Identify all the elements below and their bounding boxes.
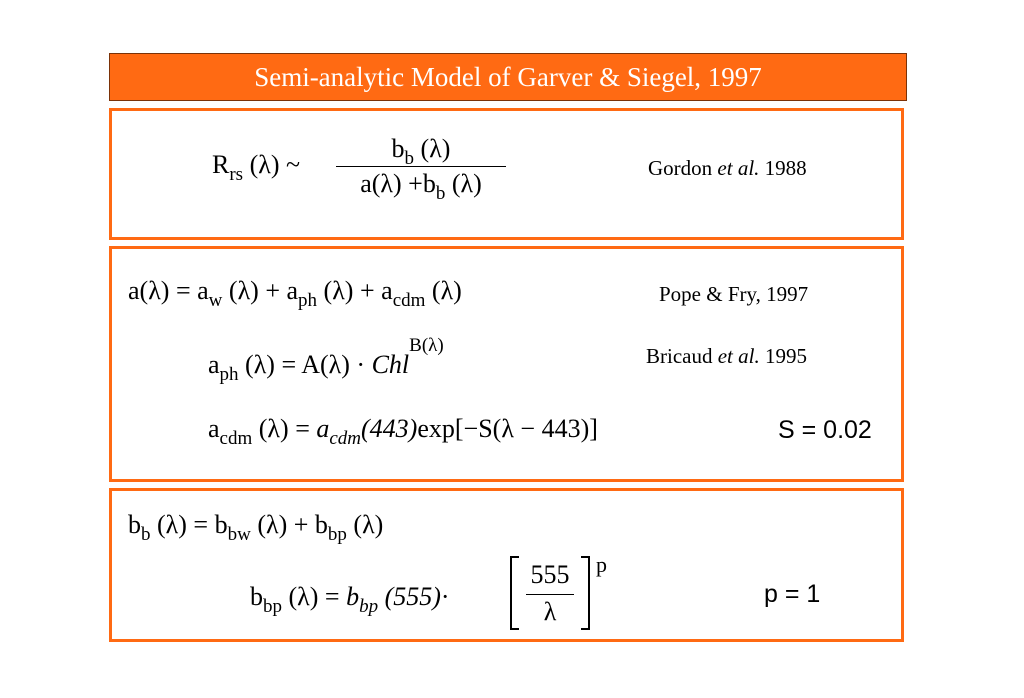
approx-symbol: ~ — [286, 150, 301, 179]
fraction-numerator: $b_b$ (λ) — [391, 134, 451, 169]
citation-pope-fry: Pope & Fry, 1997 — [659, 282, 809, 306]
s-value: S = 0.02 — [778, 416, 872, 444]
equation-absorption-total: $a(\lambda) = a_w$ $(\lambda) + a_{ph}$ $(\lambda) + a_{cdm}$ (λ) — [128, 276, 462, 311]
citation-gordon: Gordon et al. 1988 — [648, 156, 807, 180]
right-bracket — [588, 556, 590, 630]
fraction-bb-over-a-bb — [336, 134, 506, 204]
rrs-subscript: rs — [229, 164, 244, 185]
rrs-symbol: R — [212, 150, 230, 179]
equation-aph: $a_{ph}$ (λ) = A(λ) · Chl$^{B(\lambda)}$ — [208, 335, 444, 385]
exponent-b-lambda: B(λ) — [409, 335, 444, 356]
fraction-555: 555 — [530, 560, 570, 589]
chl-symbol: Chl — [371, 350, 410, 379]
fraction-denominator: $a(\lambda) +b_b$ (λ) — [360, 169, 482, 204]
fraction-lambda: λ — [543, 597, 557, 626]
left-bracket — [510, 556, 512, 630]
equation-rrs — [212, 150, 301, 185]
fraction-bar — [526, 594, 574, 595]
rrs-argument: (λ) — [249, 150, 280, 179]
bracket-fraction — [510, 556, 590, 630]
fraction-bar — [336, 166, 506, 167]
p-value: p = 1 — [764, 580, 821, 608]
equation-acdm: $a_{cdm}$ $(\lambda) = a_{cdm}(443)\exp[-S(\lambda - 443)]$ — [208, 414, 598, 449]
slide-title: Semi-analytic Model of Garver & Siegel, 1997 — [109, 53, 907, 101]
equation-bbp: $b_{bp}$ $(\lambda) = b_{bp}$ (555)· — [250, 582, 450, 617]
citation-bricaud: Bricaud et al. 1995 — [646, 344, 807, 368]
equation-backscatter-total: $b_b$ $(\lambda) = b_{bw}$ $(\lambda) + b_{bp}$ (λ) — [128, 510, 384, 545]
exponent-p: p — [596, 552, 607, 577]
